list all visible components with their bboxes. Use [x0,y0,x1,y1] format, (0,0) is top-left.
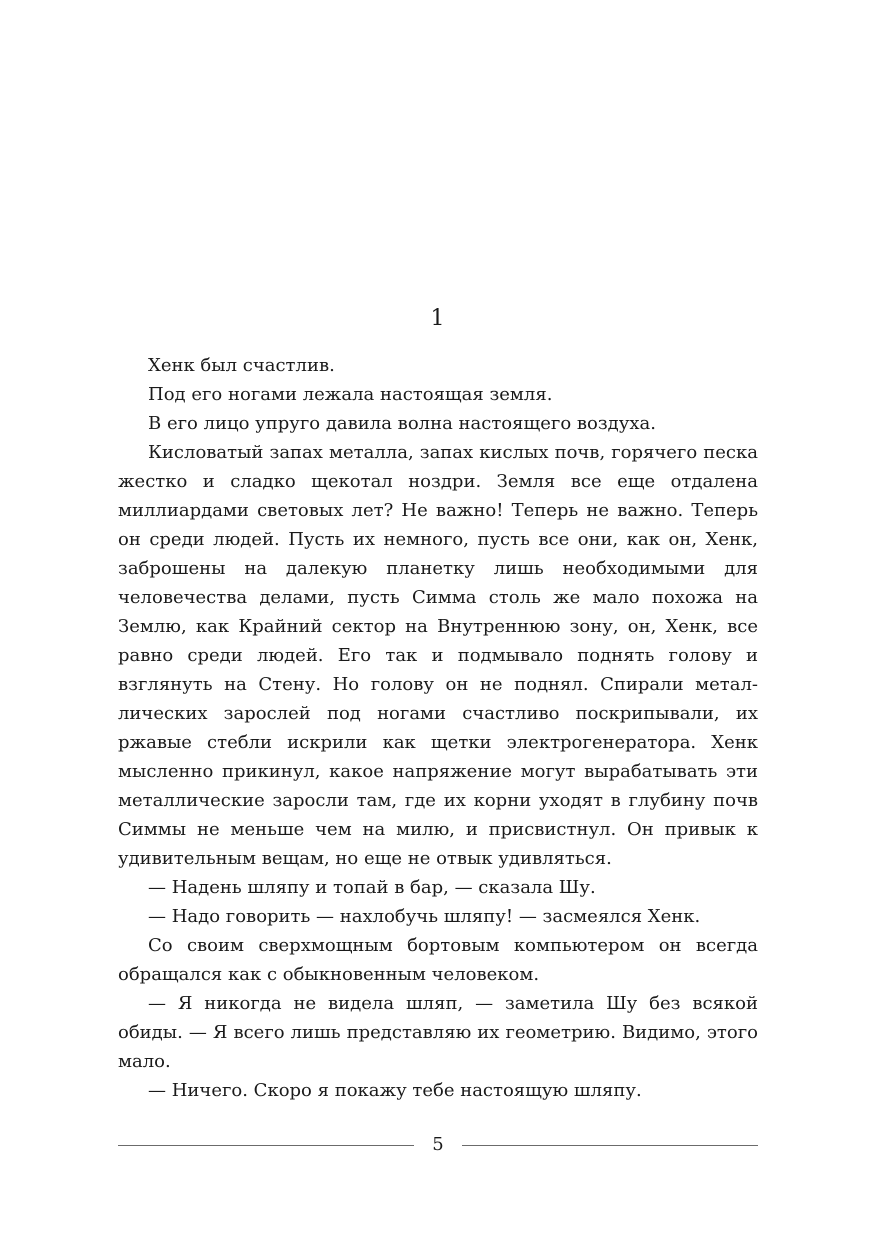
footer-rule-left [118,1145,414,1146]
chapter-number: 1 [430,306,445,331]
page-footer [118,1131,758,1159]
paragraph: — Надень шляпу и топай в бар, — сказала Шу. [148,877,596,898]
footer-rule-right [462,1145,758,1146]
paragraph: Хенк был счастлив. [148,355,335,376]
paragraph: Кисловатый запах металла, запах кислых почв, горячего песка жестко и сладко щекотал ноздри. Земля все еще отдалена миллиардами световых лет? Не важно! Теперь не важно. Теперь он среди людей. Пусть их немного, пусть все они, как он, Хенк, заброшены на далекую планетку лишь необходимыми для человечества делами, пусть Симма столь же мало похожа на Землю, как Крайний сектор на Внутреннюю зону, он, Хенк, все равно среди людей. Его так и подмывало поднять голову и взглянуть на Стену. Но голову он не поднял. Спирали металлических зарослей под ногами счастливо поскрипывали, их ржавые стебли искрили как щетки электрогенератора. Хенк мысленно прикинул, какое напряжение могут вырабатывать эти металлические заросли там, где их корни уходят в глубину почв Симмы не меньше чем на милю, и присвистнул. Он привык к удивительным вещам, но еще не отвык удивляться. [118,442,758,869]
paragraph: Под его ногами лежала настоящая земля. [148,384,553,405]
paragraph: В его лицо упруго давила волна настоящего воздуха. [148,413,656,434]
paragraph: — Я никогда не видела шляп, — заметила Шу без всякой обиды. — Я всего лишь представляю их геометрию. Видимо, этого мало. [118,993,758,1072]
paragraph: — Надо говорить — нахлобучь шляпу! — засмеялся Хенк. [148,906,701,927]
paragraph: Со своим сверхмощным бортовым компьютером он всегда обращался как с обыкновенным человеком. [118,935,758,985]
page-number: 5 [432,1134,444,1155]
chapter-text [118,351,758,1105]
paragraph: — Ничего. Скоро я покажу тебе настоящую шляпу. [148,1080,642,1101]
